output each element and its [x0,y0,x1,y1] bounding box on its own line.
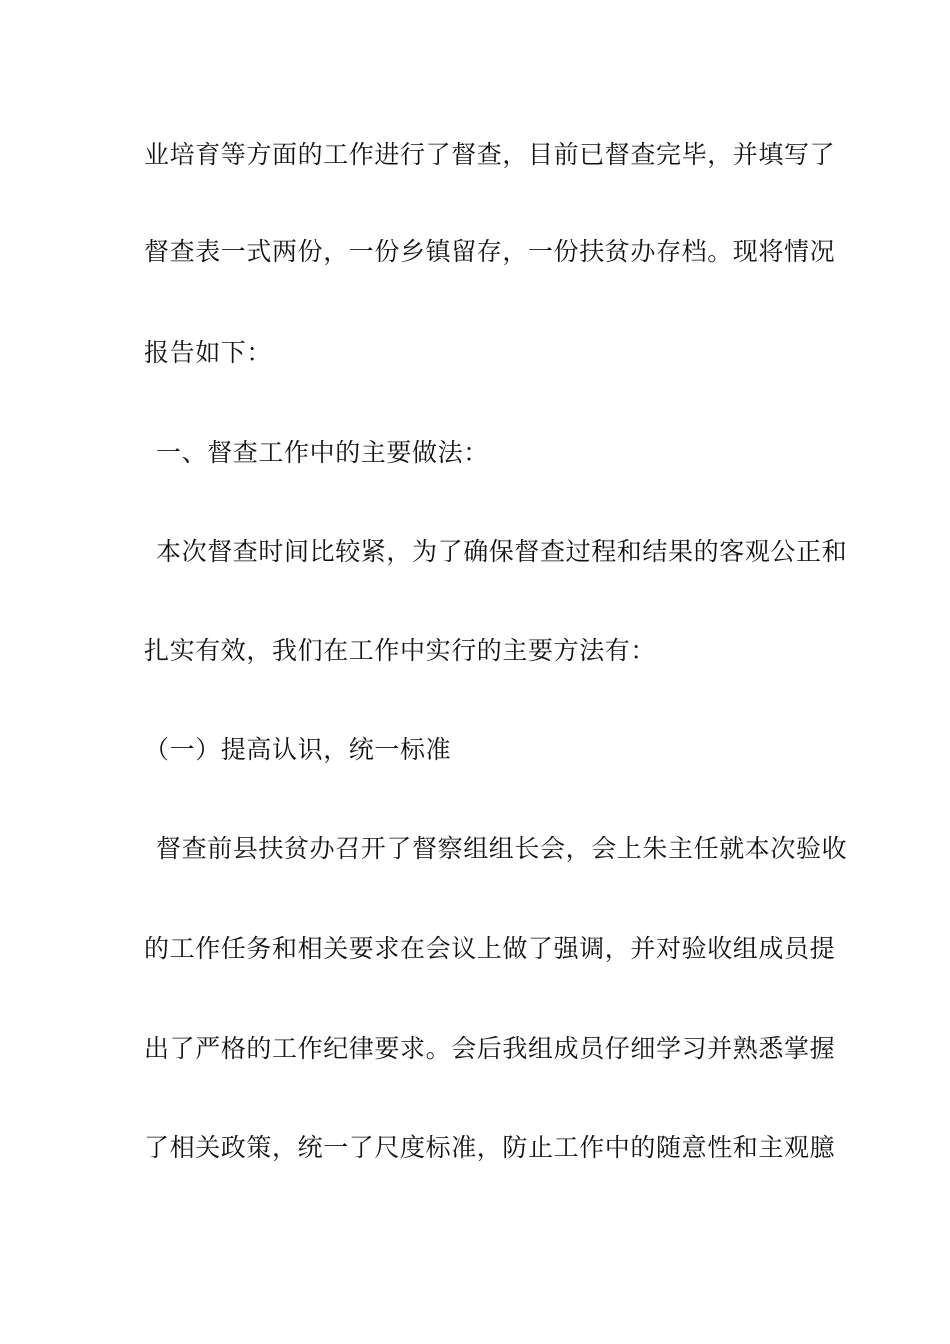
paragraph-line-4: 本次督查时间比较紧，为了确保督查过程和结果的客观公正和 [156,537,848,566]
paragraph-line-9: 了相关政策，统一了尺度标准，防止工作中的随意性和主观臆 [144,1133,836,1162]
section-heading-1: 一、督查工作中的主要做法： [156,438,489,467]
paragraph-line-1: 业培育等方面的工作进行了督查，目前已督查完毕，并填写了 [144,140,836,169]
paragraph-line-8: 出了严格的工作纪律要求。会后我组成员仔细学习并熟悉掌握 [144,1034,836,1063]
paragraph-line-3: 报告如下： [144,338,273,367]
paragraph-line-6: 督查前县扶贫办召开了督察组组长会，会上朱主任就本次验收 [156,834,848,863]
paragraph-line-2: 督查表一式两份，一份乡镇留存，一份扶贫办存档。现将情况 [144,237,836,266]
subsection-heading-1: （一）提高认识，统一标准 [144,735,452,764]
paragraph-line-5: 扎实有效，我们在工作中实行的主要方法有： [144,636,657,665]
paragraph-line-7: 的工作任务和相关要求在会议上做了强调，并对验收组成员提 [144,934,836,963]
